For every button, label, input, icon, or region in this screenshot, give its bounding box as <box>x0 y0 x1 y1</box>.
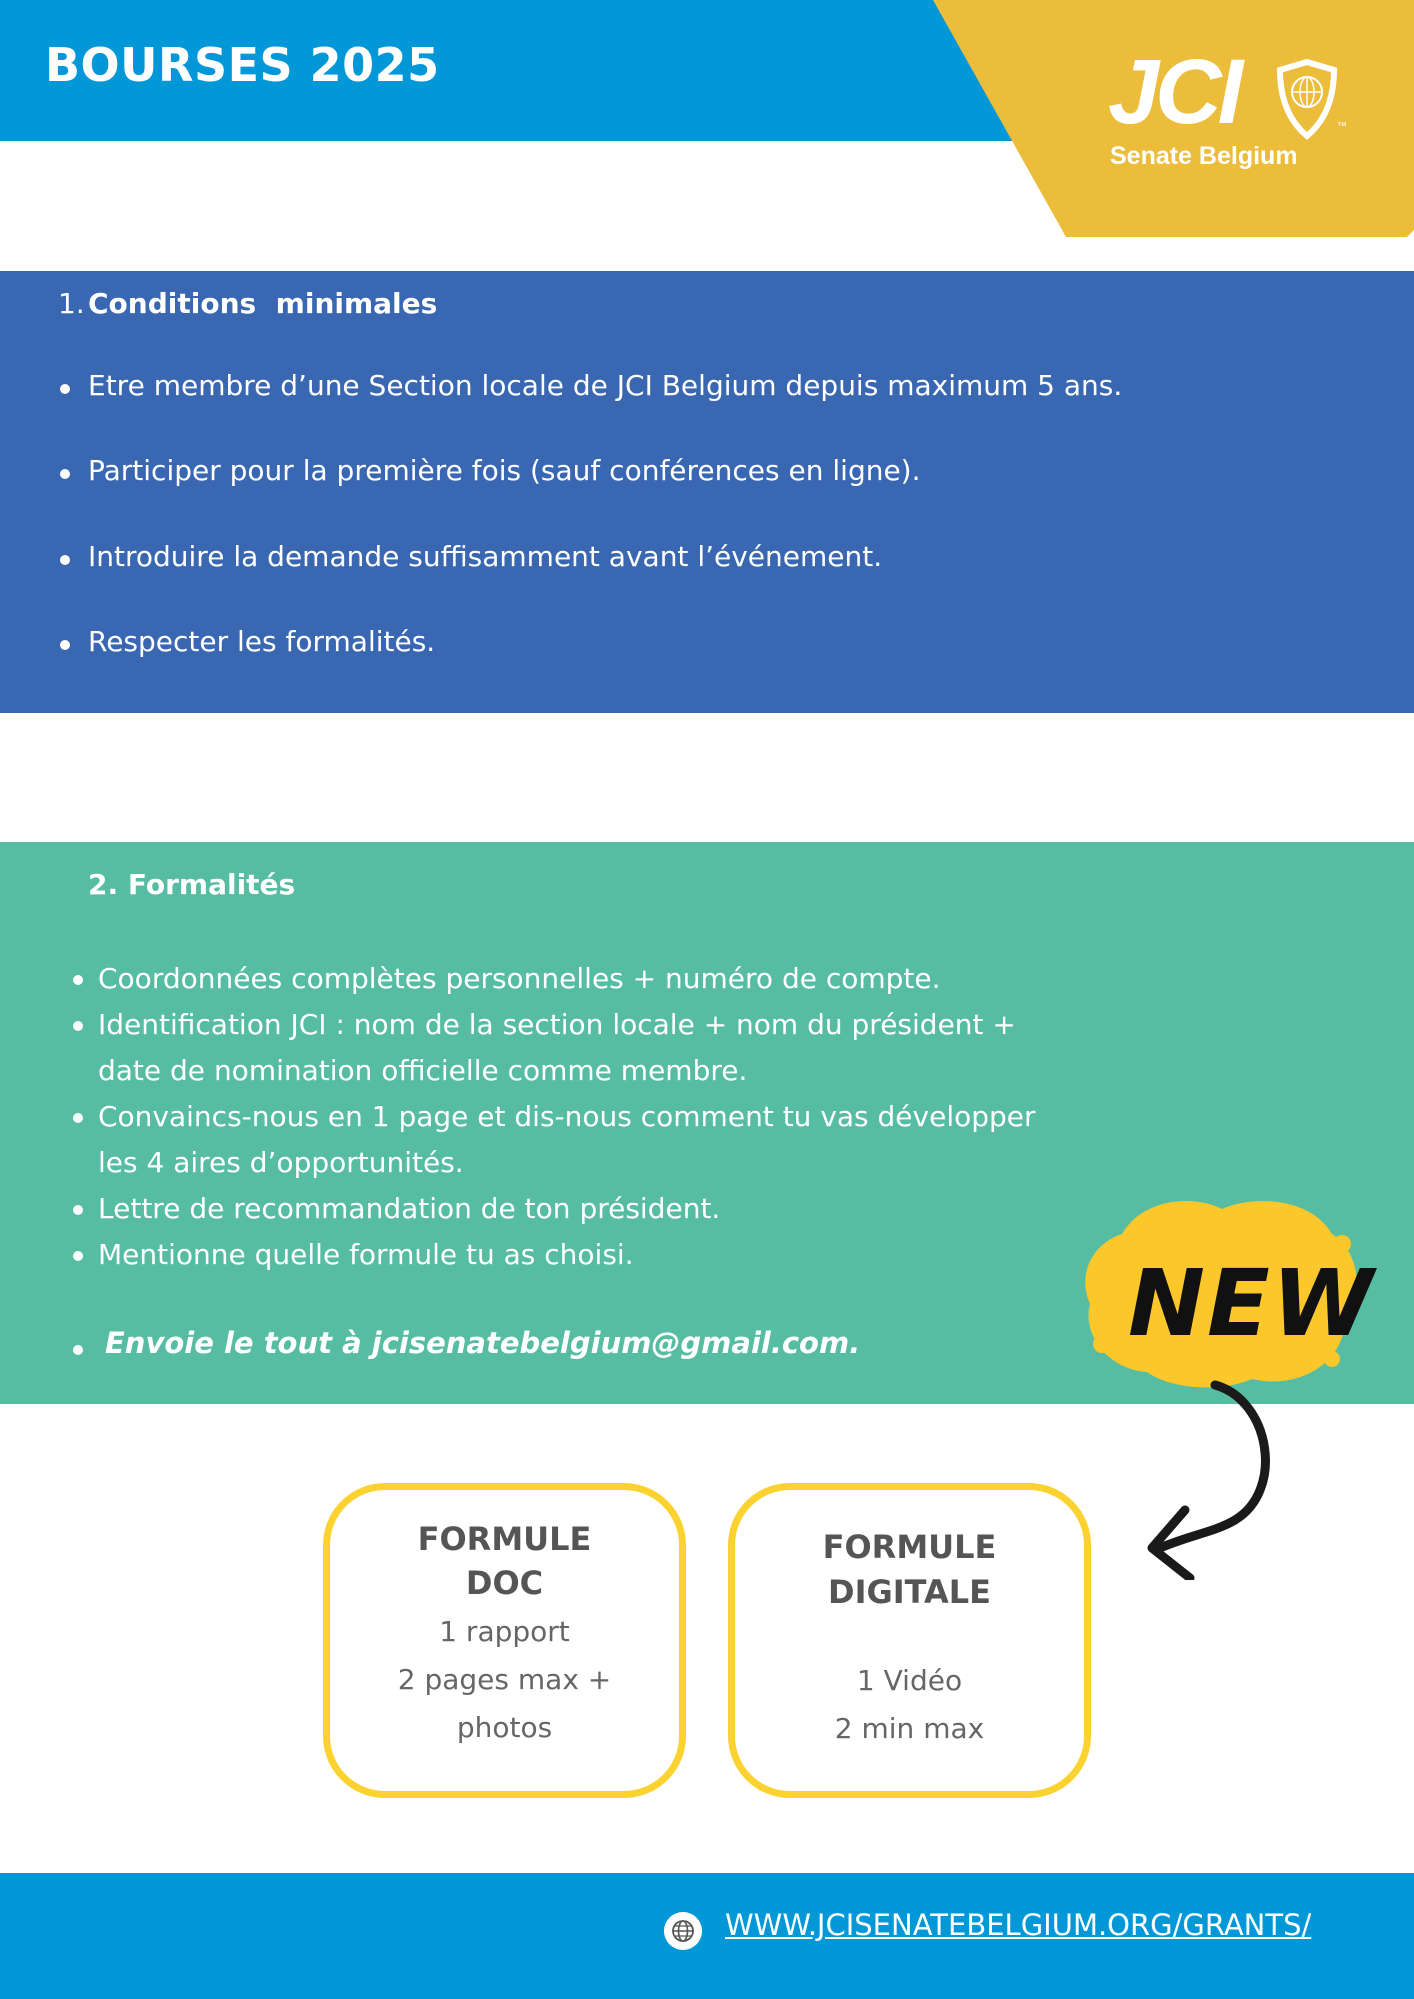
globe-icon <box>664 1912 702 1950</box>
list-item: Participer pour la première fois (sauf conférences en ligne). <box>88 454 921 487</box>
card-detail: 1 rapport <box>439 1615 570 1648</box>
logo-subtitle: Senate Belgium <box>1110 142 1298 170</box>
card-title-line: DIGITALE <box>828 1573 991 1611</box>
bullet-dot <box>60 640 70 650</box>
list-item: Coordonnées complètes personnelles + numéro de compte. <box>98 962 941 995</box>
email-instruction: Envoie le tout à jcisenatebelgium@gmail.com. <box>105 1326 861 1360</box>
section-number: 1. <box>58 287 85 320</box>
curved-arrow-icon <box>1140 1380 1280 1580</box>
section-title: 2. Formalités <box>88 868 296 901</box>
list-item-continuation: les 4 aires d’opportunités. <box>98 1146 464 1179</box>
list-item: Lettre de recommandation de ton président. <box>98 1192 721 1225</box>
bullet-dot <box>60 555 70 565</box>
list-item: Identification JCI : nom de la section locale + nom du président + <box>98 1008 1016 1041</box>
new-badge-text: NEW <box>1128 1250 1376 1357</box>
formule-digitale-card <box>728 1483 1091 1798</box>
formule-doc-card <box>323 1483 686 1798</box>
section-conditions <box>0 271 1414 713</box>
card-title-line: DOC <box>465 1564 544 1602</box>
list-item: Mentionne quelle formule tu as choisi. <box>98 1238 634 1271</box>
card-detail: 2 pages max + <box>397 1663 612 1696</box>
card-title-line: FORMULE <box>417 1520 592 1558</box>
section-title: Conditions minimales <box>88 287 438 320</box>
bullet-dot <box>60 384 70 394</box>
list-item: Etre membre d’une Section locale de JCI Belgium depuis maximum 5 ans. <box>88 369 1123 402</box>
bullet-dot <box>60 469 70 479</box>
bullet-dot <box>73 975 83 985</box>
card-detail: 1 Vidéo <box>856 1664 963 1697</box>
trademark-symbol: ™ <box>1337 121 1347 132</box>
bullet-dot <box>73 1205 83 1215</box>
page-title: BOURSES 2025 <box>45 38 440 92</box>
shield-icon <box>1274 58 1340 140</box>
bullet-dot <box>73 1251 83 1261</box>
list-item: Introduire la demande suffisamment avant l’événement. <box>88 540 883 573</box>
card-detail: 2 min max <box>834 1712 985 1745</box>
bullet-dot <box>73 1113 83 1123</box>
bullet-dot <box>73 1345 83 1355</box>
bullet-dot <box>73 1021 83 1031</box>
website-link[interactable]: WWW.JCISENATEBELGIUM.ORG/GRANTS/ <box>725 1908 1312 1942</box>
card-title-line: FORMULE <box>822 1528 997 1566</box>
card-detail: photos <box>456 1711 553 1744</box>
list-item: Respecter les formalités. <box>88 625 436 658</box>
list-item-continuation: date de nomination officielle comme membre. <box>98 1054 748 1087</box>
list-item: Convaincs-nous en 1 page et dis-nous comment tu vas développer <box>98 1100 1036 1133</box>
jci-logo-text: JCI <box>1108 41 1240 143</box>
